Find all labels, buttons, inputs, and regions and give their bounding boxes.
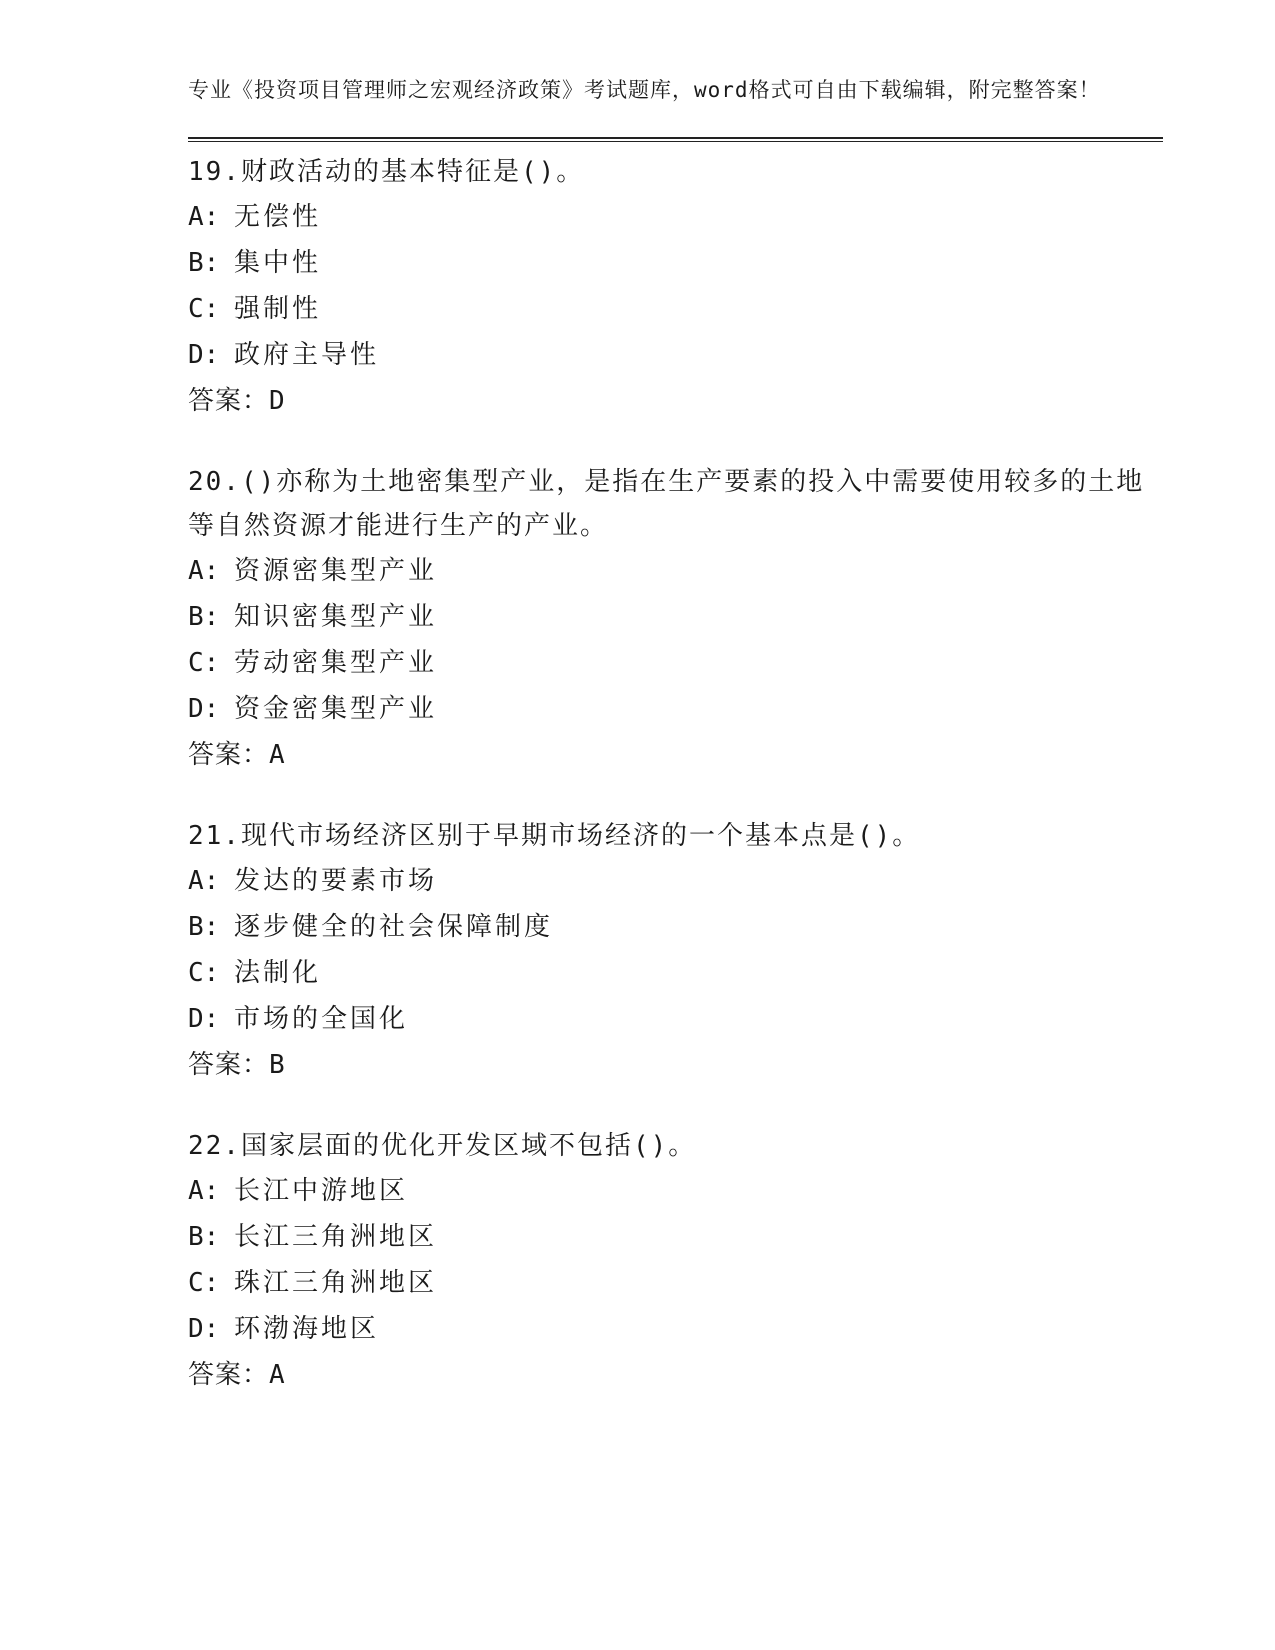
option-letter: D: xyxy=(188,694,220,724)
option-d xyxy=(188,996,1163,1042)
option-text: 逐步健全的社会保障制度 xyxy=(234,912,554,942)
option-b xyxy=(188,240,1163,286)
option-letter: A: xyxy=(188,556,220,586)
document-page xyxy=(188,74,1163,1434)
answer-label: 答案： xyxy=(188,386,270,416)
option-letter: A: xyxy=(188,1176,220,1206)
option-letter: B: xyxy=(188,1222,220,1252)
option-text: 无偿性 xyxy=(234,202,322,232)
answer-value: A xyxy=(269,740,285,770)
answer-label: 答案： xyxy=(188,740,270,770)
option-text: 政府主导性 xyxy=(234,340,380,370)
question-21 xyxy=(188,814,1163,1088)
option-text: 市场的全国化 xyxy=(234,1004,409,1034)
option-a xyxy=(188,1168,1163,1214)
option-letter: C: xyxy=(188,294,220,324)
question-stem: 20.()亦称为土地密集型产业，是指在生产要素的投入中需要使用较多的土地等自然资源才能进行生产的产业。 xyxy=(188,467,1145,541)
option-letter: B: xyxy=(188,912,220,942)
answer xyxy=(188,1352,1163,1398)
option-c xyxy=(188,286,1163,332)
option-c xyxy=(188,950,1163,996)
option-letter: C: xyxy=(188,648,220,678)
option-d xyxy=(188,332,1163,378)
option-text: 法制化 xyxy=(234,958,322,988)
answer-value: A xyxy=(269,1360,285,1390)
answer-label: 答案： xyxy=(188,1050,270,1080)
answer-value: B xyxy=(269,1050,285,1080)
option-a xyxy=(188,548,1163,594)
question-20 xyxy=(188,460,1163,778)
option-letter: B: xyxy=(188,248,220,278)
question-stem: 19.财政活动的基本特征是()。 xyxy=(188,157,585,187)
answer xyxy=(188,732,1163,778)
option-c xyxy=(188,1260,1163,1306)
option-text: 长江三角洲地区 xyxy=(234,1222,438,1252)
answer-value: D xyxy=(269,386,285,416)
option-text: 环渤海地区 xyxy=(234,1314,380,1344)
option-text: 资金密集型产业 xyxy=(234,694,438,724)
option-a xyxy=(188,194,1163,240)
question-22 xyxy=(188,1124,1163,1398)
option-a xyxy=(188,858,1163,904)
option-d xyxy=(188,1306,1163,1352)
option-letter: C: xyxy=(188,1268,220,1298)
option-text: 资源密集型产业 xyxy=(234,556,438,586)
option-text: 集中性 xyxy=(234,248,322,278)
option-text: 劳动密集型产业 xyxy=(234,648,438,678)
option-text: 长江中游地区 xyxy=(234,1176,409,1206)
option-b xyxy=(188,904,1163,950)
question-stem: 21.现代市场经济区别于早期市场经济的一个基本点是()。 xyxy=(188,821,921,851)
option-letter: A: xyxy=(188,202,220,232)
option-d xyxy=(188,686,1163,732)
option-letter: B: xyxy=(188,602,220,632)
option-text: 知识密集型产业 xyxy=(234,602,438,632)
option-text: 强制性 xyxy=(234,294,322,324)
option-letter: D: xyxy=(188,340,220,370)
answer-label: 答案： xyxy=(188,1360,270,1390)
option-b xyxy=(188,1214,1163,1260)
document-header: 专业《投资项目管理师之宏观经济政策》考试题库，word格式可自由下载编辑，附完整答案！ xyxy=(188,78,1101,102)
option-letter: C: xyxy=(188,958,220,988)
option-b xyxy=(188,594,1163,640)
answer xyxy=(188,378,1163,424)
header-divider xyxy=(188,137,1163,142)
question-19 xyxy=(188,150,1163,424)
option-c xyxy=(188,640,1163,686)
answer xyxy=(188,1042,1163,1088)
option-letter: A: xyxy=(188,866,220,896)
option-text: 珠江三角洲地区 xyxy=(234,1268,438,1298)
question-list xyxy=(188,150,1163,1398)
option-letter: D: xyxy=(188,1314,220,1344)
option-text: 发达的要素市场 xyxy=(234,866,438,896)
question-stem: 22.国家层面的优化开发区域不包括()。 xyxy=(188,1131,697,1161)
option-letter: D: xyxy=(188,1004,220,1034)
